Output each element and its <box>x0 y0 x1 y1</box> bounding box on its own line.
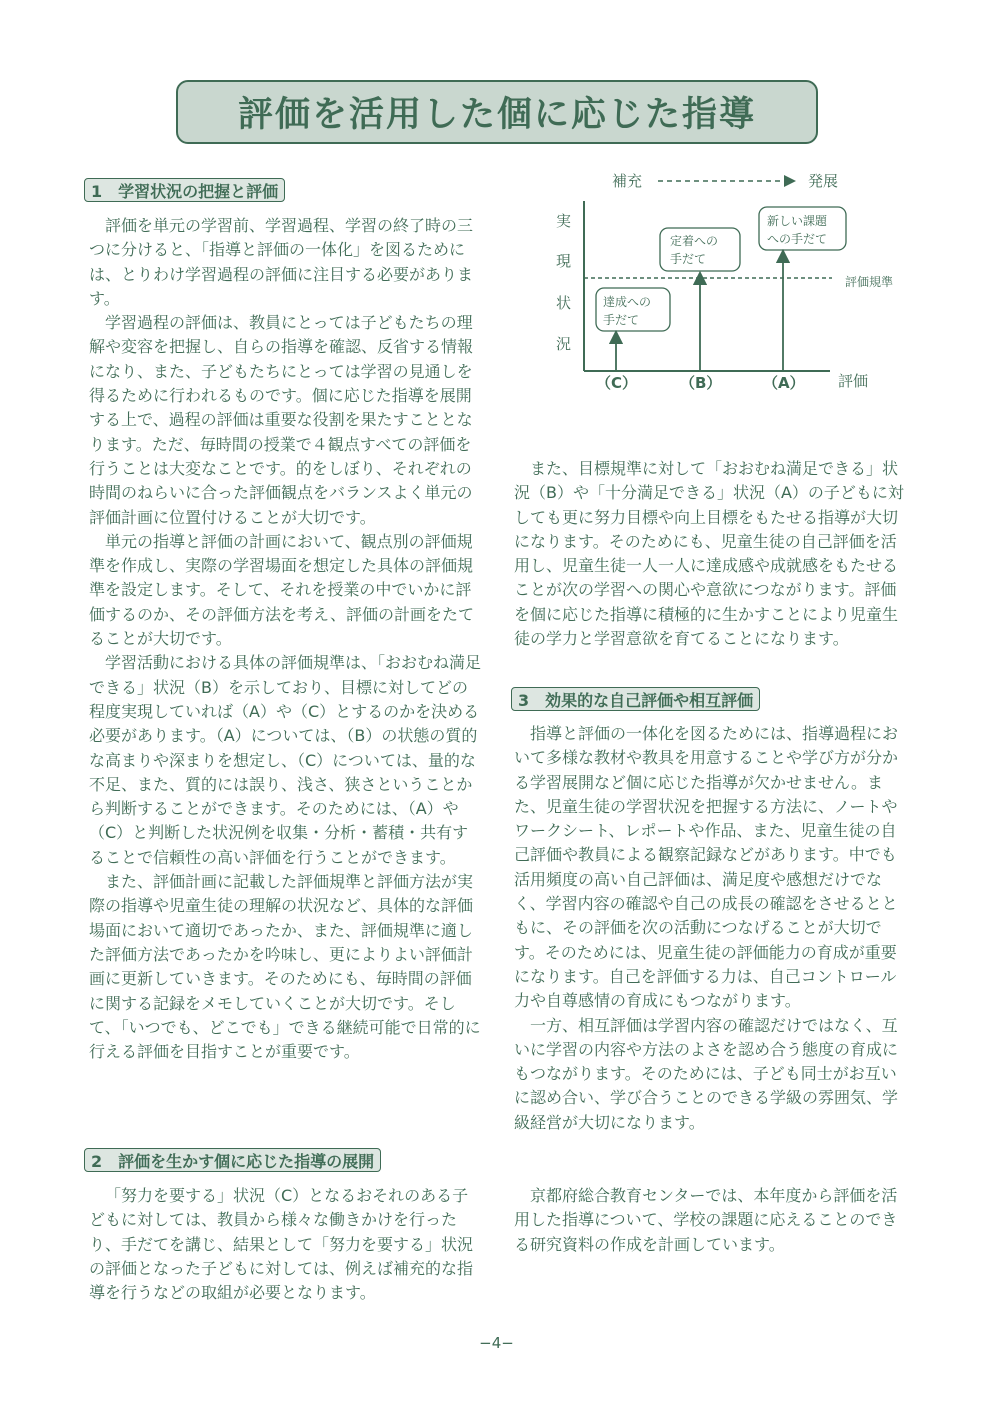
label-supplement: 補充 <box>612 172 643 190</box>
closing-note <box>514 1184 910 1257</box>
paragraph: また、目標規準に対して「おおむね満足できる」状況（B）や「十分満足できる」状況（A）の子どもに対しても更に努力目標や向上目標をもたせる指導が大切になります。そのためにも、児童生徒の自己評価を活用し、児童生徒一人一人に達成感や成就感をもたせることが次の学習への関心や意欲につながります。評価を個に応じた指導に積極的に生かすことにより児童生徒の学力と学習意欲を育てることになります。 <box>514 459 904 649</box>
paragraph: また、評価計画に記載した評価規準と評価方法が実際の指導や児童生徒の理解の状況など、具体的な評価場面において適切であったか、また、評価規準に適した評価方法であったかを吟味し、更によりよい評価計画に更新していきます。そのためにも、毎時間の評価に関する記録をメモしていくことが大切です。そして、「いつでも、どこでも」できる継続可能で日常的に行える評価を目指すことが重要です。 <box>89 872 481 1062</box>
box-b-line: 定着への <box>670 234 719 248</box>
y-label-char: 状 <box>556 294 572 312</box>
paragraph: 指導と評価の一体化を図るためには、指導過程において多様な教材や教具を用意することや学び方が分かる学習展開など個に応じた指導が欠かせません。また、児童生徒の学習状況を把握する方法に、ノートやワークシート、レポートや作品、また、児童生徒の自己評価や教員による観察記録などがあります。中でも活用頻度の高い自己評価は、満足度や感想だけでなく、学習内容の確認や自己の成長の確認をさせるとともに、その評価を次の活動につなげることが大切です。そのためには、児童生徒の評価能力の育成が重要になります。自己を評価する力は、自己コントロール力や自尊感情の育成にもつながります。 <box>514 724 899 1011</box>
paragraph: 評価を単元の学習前、学習過程、学習の終了時の三つに分けると、「指導と評価の一体化」を図るためには、とりわけ学習過程の評価に注目する必要があります。 <box>89 216 474 308</box>
paragraph: 単元の指導と評価の計画において、観点別の評価規準を作成し、実際の学習場面を想定した具体の評価規準を設定します。そして、それを授業の中でいかに評価するのか、その評価方法を考え、評価の計画をたてることが大切です。 <box>89 531 474 649</box>
box-c-line: 達成への <box>603 295 652 309</box>
x-axis-label: 評価 <box>838 372 869 390</box>
section-2-body <box>89 1184 481 1305</box>
page-number: −4− <box>479 1334 514 1352</box>
title-banner <box>176 80 818 144</box>
y-label-char: 現 <box>556 252 572 270</box>
y-label-char: 実 <box>556 212 572 230</box>
section-3-body <box>514 722 910 1135</box>
section-1-heading: 1 学習状況の把握と評価 <box>84 178 285 202</box>
box-a-line: 新しい課題 <box>767 214 828 228</box>
paragraph: 一方、相互評価は学習内容の確認だけではなく、互いに学習の内容や方法のよさを認め合う態度の育成にもつながります。そのためには、子ども同士がお互いに認め合い、学び合うことのできる学級の雰囲気、学級経営が大切になります。 <box>514 1015 899 1132</box>
section-1-body <box>89 214 481 1064</box>
section-2-continued <box>514 457 910 651</box>
page-title: 評価を活用した個に応じた指導 <box>237 95 756 135</box>
evaluation-diagram <box>540 165 920 395</box>
y-label-char: 況 <box>556 335 572 353</box>
tick-a: （A） <box>763 374 805 392</box>
tick-c: （C） <box>596 374 638 392</box>
threshold-label: 評価規準 <box>845 275 894 289</box>
paragraph: 学習過程の評価は、教員にとっては子どもたちの理解や変容を把握し、自らの指導を確認、反省する情報になり、また、子どもたちにとっては学習の見通しを得るために行われるものです。個に応じた指導を展開する上で、過程の評価は重要な役割を果たすこととなります。ただ、毎時間の授業で４観点すべての評価を行うことは大変なことです。的をしぼり、それぞれの時間のねらいに合った評価観点をバランスよく単元の評価計画に位置付けることが大切です。 <box>89 313 474 527</box>
label-development: 発展 <box>808 172 839 190</box>
section-2-heading: 2 評価を生かす個に応じた指導の展開 <box>84 1148 381 1172</box>
paragraph: 学習活動における具体の評価規準は、「おおむね満足できる」状況（B）を示しており、目標に対してどの程度実現していれば（A）や（C）とするのかを決める必要があります。（A）については、（B）の状態の質的な高まりや深まりを想定し、（C）については、量的な不足、また、質的には誤り、浅さ、狭さということから判断することができます。そのためには、（A）や（C）と判断した状況例を収集・分析・蓄積・共有することで信頼性の高い評価を行うことができます。 <box>89 653 482 867</box>
tick-b: （B） <box>680 374 722 392</box>
paragraph: 京都府総合教育センターでは、本年度から評価を活用した指導について、学校の課題に応えることのできる研究資料の作成を計画しています。 <box>514 1186 898 1254</box>
paragraph: 「努力を要する」状況（C）となるおそれのある子どもに対しては、教員から様々な働きかけを行ったり、手だてを講じ、結果として「努力を要する」状況の評価となった子どもに対しては、例えば補充的な指導を行うなどの取組が必要となります。 <box>89 1186 474 1303</box>
box-c-line: 手だて <box>603 313 640 327</box>
section-3-heading: 3 効果的な自己評価や相互評価 <box>511 687 760 711</box>
box-b-line: 手だて <box>670 252 707 266</box>
arrow-head-icon <box>784 175 796 187</box>
box-a-line: への手だて <box>767 232 828 246</box>
